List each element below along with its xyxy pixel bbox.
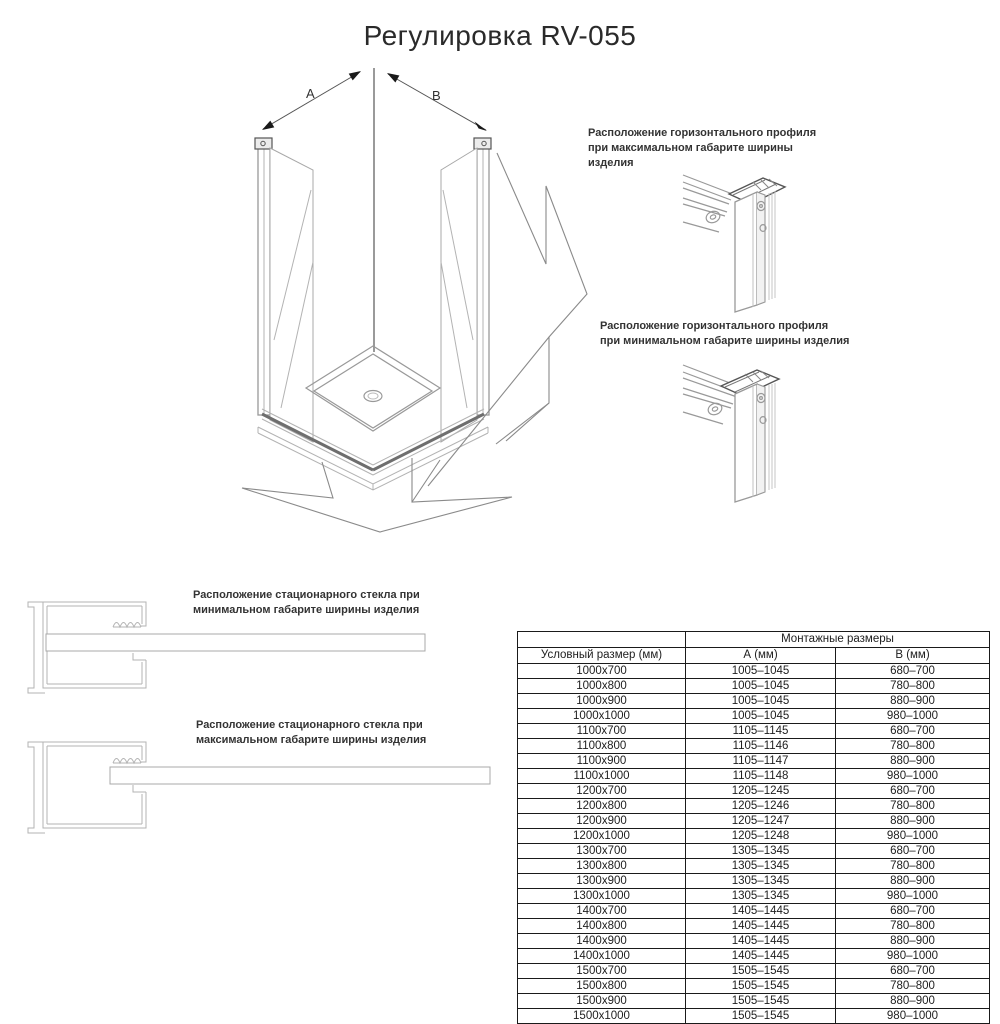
table-row: [518, 709, 990, 724]
table-cell: 1405–1445: [686, 904, 836, 919]
table-row: [518, 964, 990, 979]
table-cell: 1405–1445: [686, 934, 836, 949]
vertical-profile: [735, 383, 775, 502]
table-cell: 880–900: [836, 934, 990, 949]
table-cell: 780–800: [836, 859, 990, 874]
table-cell: 1205–1245: [686, 784, 836, 799]
table-cell: 1505–1545: [686, 994, 836, 1009]
table-cell: 880–900: [836, 754, 990, 769]
table-cell: 680–700: [836, 784, 990, 799]
table-cell: 1000x800: [518, 679, 686, 694]
table-cell: 1005–1045: [686, 679, 836, 694]
right-glass-panel: [441, 148, 477, 442]
table-cell: 1105–1145: [686, 724, 836, 739]
table-cell: 980–1000: [836, 709, 990, 724]
table-row: [518, 769, 990, 784]
table-row: [518, 919, 990, 934]
table-row: [518, 994, 990, 1009]
table-cell: 1200x700: [518, 784, 686, 799]
table-cell: 980–1000: [836, 949, 990, 964]
table-cell: 980–1000: [836, 1009, 990, 1024]
horizontal-profile-detail-min-drawing: [683, 360, 833, 505]
left-glass-panel: [270, 148, 313, 442]
table-cell: 1405–1445: [686, 949, 836, 964]
table-row: [518, 829, 990, 844]
table-cell: 1305–1345: [686, 874, 836, 889]
table-cell: 1000x700: [518, 664, 686, 679]
table-row: [518, 694, 990, 709]
table-cell: 780–800: [836, 739, 990, 754]
glass-pane-section: [46, 634, 425, 651]
table-cell: 1105–1147: [686, 754, 836, 769]
gasket: [113, 759, 141, 764]
table-row: [518, 1009, 990, 1024]
table-cell: 1505–1545: [686, 979, 836, 994]
table-cell: 1400x900: [518, 934, 686, 949]
dimension-b: [387, 73, 487, 131]
table-cell: 1400x1000: [518, 949, 686, 964]
table-cell: 980–1000: [836, 889, 990, 904]
table-cell: 1305–1345: [686, 844, 836, 859]
table-cell: 880–900: [836, 874, 990, 889]
drain: [364, 391, 382, 402]
table-cell: 1505–1545: [686, 964, 836, 979]
table-row: [518, 934, 990, 949]
table-row: [518, 724, 990, 739]
table-group-header: Монтажные размеры: [686, 632, 990, 648]
table-cell: 1005–1045: [686, 694, 836, 709]
table-cell: 1405–1445: [686, 919, 836, 934]
caption-horizontal-profile-max: Расположение горизонтального профиля при максимальном габарите ширины изделия: [588, 127, 817, 169]
table-cell: 680–700: [836, 724, 990, 739]
column-header-b: В (мм): [836, 648, 990, 664]
table-cell: 1400x800: [518, 919, 686, 934]
table-cell: 1300x1000: [518, 889, 686, 904]
table-cell: 1205–1246: [686, 799, 836, 814]
stationary-glass-detail-min-drawing: [25, 596, 435, 708]
table-cell: 1205–1247: [686, 814, 836, 829]
dimension-a-label: A: [306, 86, 315, 101]
table-cell: 1505–1545: [686, 1009, 836, 1024]
table-row: [518, 874, 990, 889]
table-cell: 1400x700: [518, 904, 686, 919]
glass-pane-section: [110, 767, 490, 784]
column-header-a: А (мм): [686, 648, 836, 664]
table-cell: 1305–1345: [686, 859, 836, 874]
table-row: [518, 979, 990, 994]
table-cell: 1300x800: [518, 859, 686, 874]
mounting-sizes-table: [517, 631, 990, 1024]
table-cell: 780–800: [836, 799, 990, 814]
dimension-b-label: B: [432, 88, 441, 103]
table-cell: 1305–1345: [686, 889, 836, 904]
table-row: [518, 739, 990, 754]
outer-bracket: [28, 742, 45, 833]
table-row: [518, 664, 990, 679]
table-cell: 1105–1146: [686, 739, 836, 754]
table-cell: 1100x1000: [518, 769, 686, 784]
column-header-size: Условный размер (мм): [518, 648, 686, 664]
caption-stationary-glass-max: Расположение стационарного стекла при максимальном габарите ширины изделия: [196, 719, 427, 746]
table-cell: 680–700: [836, 664, 990, 679]
table-row: [518, 814, 990, 829]
vertical-profile: [735, 191, 775, 312]
shower-enclosure-isometric-drawing: [230, 58, 620, 528]
table-cell: 1500x800: [518, 979, 686, 994]
page-title: Регулировка RV-055: [363, 20, 637, 51]
table-cell: 1300x900: [518, 874, 686, 889]
table-row: [518, 844, 990, 859]
dimension-a: [262, 71, 361, 130]
table-row: [518, 904, 990, 919]
table-cell: 1100x800: [518, 739, 686, 754]
outer-bracket: [28, 602, 45, 693]
table-row: [518, 799, 990, 814]
table-cell: 980–1000: [836, 769, 990, 784]
caption-stationary-glass-min: Расположение стационарного стекла при минимальном габарите ширины изделия: [193, 589, 420, 616]
table-row: [518, 949, 990, 964]
table-cell: 880–900: [836, 814, 990, 829]
table-row: [518, 784, 990, 799]
horizontal-profile-detail-max-drawing: [683, 170, 833, 315]
table-row: [518, 859, 990, 874]
table-cell: 1100x900: [518, 754, 686, 769]
stationary-glass-detail-max-drawing: [25, 736, 495, 848]
table-corner-cell: [518, 632, 686, 648]
table-cell: 1105–1148: [686, 769, 836, 784]
table-cell: 880–900: [836, 994, 990, 1009]
channel-bottom: [43, 742, 146, 828]
table-cell: 680–700: [836, 844, 990, 859]
table-cell: 1000x900: [518, 694, 686, 709]
table-row: [518, 679, 990, 694]
table-row: [518, 754, 990, 769]
table-cell: 780–800: [836, 979, 990, 994]
table-cell: 1200x800: [518, 799, 686, 814]
table-cell: 1500x700: [518, 964, 686, 979]
caption-horizontal-profile-min: Расположение горизонтального профиля при минимальном габарите ширины изделия: [600, 320, 850, 347]
table-cell: 1100x700: [518, 724, 686, 739]
table-row: [518, 889, 990, 904]
table-cell: 1205–1248: [686, 829, 836, 844]
table-cell: 1000x1000: [518, 709, 686, 724]
table-cell: 980–1000: [836, 829, 990, 844]
table-cell: 680–700: [836, 964, 990, 979]
table-cell: 680–700: [836, 904, 990, 919]
table-cell: 1500x900: [518, 994, 686, 1009]
table-cell: 1500x1000: [518, 1009, 686, 1024]
gasket: [113, 623, 141, 628]
table-cell: 780–800: [836, 679, 990, 694]
table-cell: 1200x1000: [518, 829, 686, 844]
left-wall-profile: [255, 138, 272, 415]
table-cell: 1200x900: [518, 814, 686, 829]
table-cell: 780–800: [836, 919, 990, 934]
table-cell: 880–900: [836, 694, 990, 709]
table-cell: 1005–1045: [686, 664, 836, 679]
table-cell: 1005–1045: [686, 709, 836, 724]
table-cell: 1300x700: [518, 844, 686, 859]
